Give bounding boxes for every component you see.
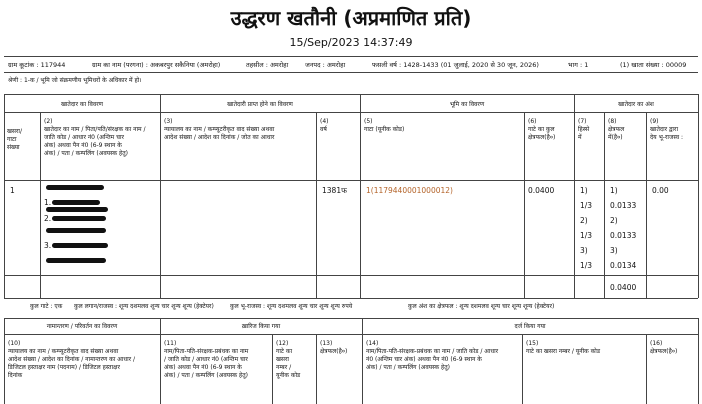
row-khasra-link[interactable]: 1(1179440001000012) [366, 186, 453, 195]
redacted-owner-line [46, 185, 104, 190]
row-total-area: 0.0400 [528, 186, 555, 195]
col-header-1: खसरा/ गाटा संख्या [7, 128, 22, 151]
lower-v4 [362, 318, 363, 404]
grid-v1 [40, 112, 41, 298]
section-land: भूमि का विवरण [449, 101, 485, 108]
lower-v2 [272, 334, 273, 404]
grid-v4 [360, 94, 361, 298]
grid-v6 [574, 94, 575, 298]
col-header-11: (11) नाम/पिता-पति-संरक्षक-प्रबंधक का नाम / जाति कोड / आधार नं0 (अन्तिम चार अंक) अथवा पैन नं0 (6-9 स्थान के अंक) / पता / कम्पलिंग (अवयस्क हेतु) [164, 340, 249, 379]
grid-v0 [4, 94, 5, 298]
section-darj: दर्ज किया गया [514, 323, 546, 330]
col-header-15: (15) गाटे का खसरा नम्बर / यूनीक कोड [526, 340, 601, 355]
lower-v3 [316, 334, 317, 404]
col-header-14: (14) नाम/पिता-पति-संरक्षक-प्रबंधक का नाम / जाति कोड / आधार नं0 (अन्तिम चार अंक) अथवा पैन नं0 (6-9 स्थान के अंक) / पता / कम्पलिंग (अवयस्क हेतु) [366, 340, 499, 371]
col-header-10: (10) न्यायालय का नाम / कम्प्यूटरीकृत वाद संख्या अथवा आदेश संख्या / आदेश का दिनांक / नामान्तरण का आधार / डिजिटल हस्ताक्षर नाम (पदनाम) / डिजिटल हस्ताक्षर दिनांक [8, 340, 136, 379]
col-header-5: (5) गाटा (यूनीक कोड) [364, 118, 405, 133]
grid-v5 [524, 112, 525, 298]
share-area-value: 0.0134 [610, 261, 637, 270]
part: भाग : 1 [568, 61, 589, 69]
col-header-7: (7) हिस्से में [578, 118, 590, 141]
row-revenue: 0.00 [652, 186, 669, 195]
district: जनपद : अमरोहा [305, 61, 346, 69]
share-label: 1) [580, 186, 588, 195]
col-header-12: (12) गाटे का खसरा नम्बर / यूनीक कोड [276, 340, 301, 379]
share-area-value: 0.0133 [610, 231, 637, 240]
summary-land-revenue: कुल भू-राजस्व : शून्य दशमलव शून्य चार शून्य शून्य रुपये [230, 303, 353, 310]
redacted-owner-line [52, 243, 108, 248]
redacted-owner-line [52, 216, 106, 221]
row-serial: 1 [10, 186, 15, 195]
col-header-8: (8) क्षेत्रफल में(है०) [608, 118, 625, 141]
table-bottom [4, 298, 698, 299]
lower-v5 [522, 334, 523, 404]
meta-bottom-border [4, 72, 698, 73]
row-divider [4, 275, 698, 276]
col-header-13: (13) क्षेत्रफल(है०) [320, 340, 348, 355]
redacted-owner-line [46, 258, 106, 263]
grid-v7 [604, 112, 605, 298]
col-header-4: (4) वर्ष [320, 118, 329, 133]
col-header-9: (9) खातेदार द्वारा देय भू-राजस्व : [650, 118, 684, 141]
category: श्रेणी : 1-क / भूमि जो संक्रमणीय भूमिधरों के अधिकार में हो। [8, 77, 142, 84]
share-value: 1/3 [580, 261, 593, 270]
khata-number: (1) खाता संख्या : 00009 [620, 61, 687, 69]
col-header-6: (6) गाटे का कुल क्षेत्रफल(है०) [528, 118, 556, 141]
owner-index-3: 3. [44, 241, 52, 250]
share-value: 1/3 [580, 231, 593, 240]
section-share: खातेदार का अंश [618, 101, 654, 108]
share-label: 2) [580, 216, 588, 225]
village-code: ग्राम कूटांक : 117944 [8, 61, 66, 69]
col-header-3: (3) न्यायालय का नाम / कम्प्यूटरीकृत वाद संख्या अथवा आदेश संख्या / आदेश का दिनांक / जोत का आधार [164, 118, 275, 141]
lower-section-divider [4, 334, 698, 335]
lower-v7 [698, 318, 699, 404]
summary-share-total: कुल अंश का क्षेत्रफल : शून्य दशमलव शून्य चार शून्य शून्य (हेक्टेयर) [408, 303, 555, 310]
tehsil: तहसील : अमरोहा [246, 61, 289, 69]
lower-v1 [160, 318, 161, 404]
redacted-owner-line [46, 207, 108, 212]
redacted-owner-line [46, 228, 106, 233]
meta-top-border [4, 56, 698, 57]
share-area-label: 1) [610, 186, 618, 195]
document-datetime: 15/Sep/2023 14:37:49 [289, 36, 413, 49]
section-khatedar: खातेदार का विवरण [60, 101, 104, 108]
village-name: ग्राम का नाम (परगना) : अकबरपुर सकैनिया (अमरोहा) [92, 61, 221, 69]
share-area-value: 0.0133 [610, 201, 637, 210]
row-year: 1381फ [322, 186, 347, 195]
grid-v2 [160, 94, 161, 298]
owner-index-1: 1. [44, 198, 52, 207]
col-header-16: (16) क्षेत्रफल(है०) [650, 340, 678, 355]
owner-index-2: 2. [44, 214, 52, 223]
grid-v8 [646, 112, 647, 298]
share-label: 3) [580, 246, 588, 255]
grid-v9 [698, 94, 699, 298]
document-title: उद्धरण खतौनी (अप्रमाणित प्रति) [230, 6, 472, 30]
table-top [4, 94, 698, 95]
lower-table-top [4, 318, 698, 319]
section-divider [4, 112, 698, 113]
redacted-owner-line [52, 200, 100, 205]
share-area-label: 2) [610, 216, 618, 225]
share-value: 1/3 [580, 201, 593, 210]
summary-gata: कुल गाटे : एक [30, 303, 63, 310]
fasli-year: फसली वर्ष : 1428-1433 (01 जुलाई, 2020 से 30 जून, 2026) [372, 61, 539, 69]
section-kharij: ख़ारिज किया गया [241, 323, 281, 330]
section-naamantaran: नामान्तरण / परिवर्तन का विवरण [46, 323, 118, 330]
lower-v0 [4, 318, 5, 404]
summary-rev-total: कुल लगान/राजस्व : शून्य दशमलव शून्य चार शून्य शून्य (हेक्टेयर) [74, 303, 214, 310]
section-grounds: खातेदारी प्राप्त होने का विवरण [227, 101, 293, 108]
header-divider [4, 180, 698, 181]
share-area-label: 3) [610, 246, 618, 255]
grid-v3 [316, 112, 317, 298]
col-header-2: (2) खातेदार का नाम / पिता/पति/संरक्षक का नाम / जाति कोड / आधार नं0 (अन्तिम चार अंक) अथवा पैन नं0 (6-9 स्थान के अंक) / पता / कम्पलिंग (अवयस्क हेतु) [44, 118, 146, 157]
lower-v6 [646, 334, 647, 404]
share-area-total: 0.0400 [610, 283, 637, 292]
